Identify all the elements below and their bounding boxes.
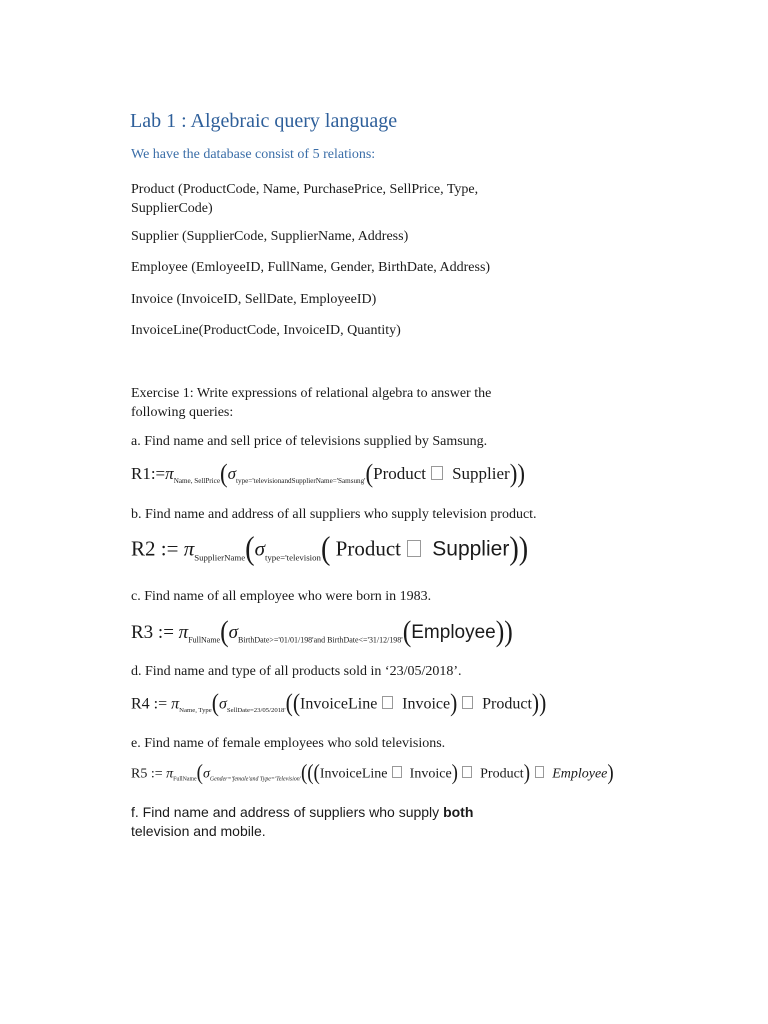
parenthesis: ( bbox=[211, 689, 219, 717]
formula-r4 bbox=[131, 691, 546, 716]
join-symbol bbox=[407, 540, 421, 557]
formula-term: Supplier bbox=[432, 537, 510, 561]
formula-term: Product bbox=[373, 464, 426, 484]
parenthesis: ( bbox=[313, 761, 320, 786]
formula-term: Product bbox=[482, 695, 532, 713]
parenthesis: ) bbox=[523, 761, 530, 786]
formula-term: InvoiceLine bbox=[300, 695, 378, 713]
formula-label: R2 := bbox=[131, 536, 179, 561]
parenthesis: ( bbox=[220, 614, 229, 649]
formula-term: Product bbox=[335, 536, 401, 561]
formula-term: television and mobile. bbox=[131, 823, 266, 839]
relation-product: Product (ProductCode, Name, PurchasePrice, SellPrice, Type, SupplierCode) bbox=[131, 182, 479, 216]
operator-subscript: type='television bbox=[264, 552, 321, 563]
formula-r1 bbox=[131, 461, 525, 487]
formula-term: Employee bbox=[552, 766, 608, 782]
formula-r5 bbox=[131, 763, 614, 785]
parenthesis: ) bbox=[531, 689, 540, 717]
join-symbol bbox=[462, 696, 473, 709]
parenthesis: ) bbox=[539, 689, 547, 717]
operator-subscript: Name, Type bbox=[179, 706, 212, 714]
formula-r2 bbox=[131, 531, 529, 568]
page-title: Lab 1 : Algebraic query language bbox=[130, 110, 398, 132]
operator-subscript: FullName bbox=[173, 776, 197, 783]
projection-symbol: π bbox=[183, 536, 195, 561]
projection-symbol: π bbox=[166, 766, 174, 782]
parenthesis: ) bbox=[451, 761, 458, 786]
join-symbol bbox=[535, 766, 545, 778]
parenthesis: ( bbox=[285, 689, 293, 717]
parenthesis: ( bbox=[320, 531, 331, 568]
parenthesis: ) bbox=[517, 459, 525, 488]
parenthesis: ( bbox=[220, 459, 228, 488]
parenthesis: ( bbox=[245, 531, 255, 568]
join-symbol bbox=[392, 766, 402, 778]
formula-term: Invoice bbox=[402, 695, 451, 713]
projection-symbol: π bbox=[165, 464, 174, 484]
relation-supplier: Supplier (SupplierCode, SupplierName, Address) bbox=[131, 229, 409, 244]
relation-employee: Employee (EmloyeeID, FullName, Gender, BirthDate, Address) bbox=[131, 260, 491, 275]
parenthesis: ) bbox=[509, 459, 518, 488]
formula-label: R5 := bbox=[131, 766, 163, 782]
parenthesis: ( bbox=[402, 614, 412, 649]
formula-r3 bbox=[131, 614, 513, 649]
question-c: c. Find name of all employee who were born in 1983. bbox=[131, 589, 432, 604]
parenthesis: ( bbox=[196, 761, 203, 786]
parenthesis: ( bbox=[365, 459, 374, 488]
selection-symbol: σ bbox=[254, 536, 265, 561]
parenthesis: ( bbox=[300, 761, 308, 786]
projection-symbol: π bbox=[171, 695, 180, 713]
question-a: a. Find name and sell price of televisions supplied by Samsung. bbox=[131, 434, 488, 449]
parenthesis: ) bbox=[518, 531, 529, 568]
selection-symbol: σ bbox=[218, 695, 227, 713]
formula-term: Product bbox=[480, 766, 524, 782]
projection-symbol: π bbox=[178, 621, 189, 643]
relation-invoice: Invoice (InvoiceID, SellDate, EmployeeID) bbox=[131, 292, 377, 307]
parenthesis: ) bbox=[495, 614, 505, 649]
selection-symbol: σ bbox=[227, 464, 237, 484]
exercise-heading: Exercise 1: Write expressions of relational algebra to answer the following queries: bbox=[131, 386, 492, 420]
question-d: d. Find name and type of all products sold in ‘23/05/2018’. bbox=[131, 664, 462, 679]
question-f bbox=[131, 803, 531, 841]
join-symbol bbox=[382, 696, 393, 709]
operator-subscript: SupplierName bbox=[194, 552, 246, 563]
join-symbol bbox=[431, 466, 442, 480]
formula-term: InvoiceLine bbox=[319, 766, 388, 782]
relation-invoiceline: InvoiceLine(ProductCode, InvoiceID, Quantity) bbox=[131, 323, 401, 338]
join-symbol bbox=[462, 766, 472, 778]
selection-symbol: σ bbox=[202, 766, 210, 782]
operator-subscript: FullName bbox=[188, 635, 221, 645]
operator-subscript: Gender='female'and Type='Television' bbox=[209, 776, 301, 783]
formula-term: Supplier bbox=[452, 464, 510, 484]
formula-term: Employee bbox=[411, 621, 496, 643]
formula-term: f. Find name and address of suppliers who supply bbox=[131, 804, 444, 820]
parenthesis: ( bbox=[292, 689, 301, 717]
operator-subscript: BirthDate>='01/01/198'and BirthDate<='31/12/198' bbox=[238, 635, 403, 645]
question-b: b. Find name and address of all suppliers who supply television product. bbox=[131, 507, 537, 522]
operator-subscript: Name, SellPrice bbox=[173, 477, 220, 486]
formula-label: R4 := bbox=[131, 695, 168, 713]
formula-term: Invoice bbox=[409, 766, 452, 782]
operator-subscript: type='televisionandSupplierName='Samsung' bbox=[236, 477, 366, 486]
parenthesis: ) bbox=[450, 689, 458, 717]
parenthesis: ( bbox=[307, 761, 314, 786]
parenthesis: ) bbox=[509, 531, 519, 568]
formula-term: both bbox=[443, 804, 474, 820]
selection-symbol: σ bbox=[228, 621, 238, 643]
formula-label: R3 := bbox=[131, 621, 174, 643]
operator-subscript: SellDate=23/05/2018' bbox=[226, 706, 286, 714]
intro-text: We have the database consist of 5 relations: bbox=[131, 147, 376, 162]
parenthesis: ) bbox=[607, 761, 614, 786]
parenthesis: ) bbox=[504, 614, 513, 649]
formula-label: R1:= bbox=[131, 464, 166, 484]
question-e: e. Find name of female employees who sold televisions. bbox=[131, 736, 446, 751]
